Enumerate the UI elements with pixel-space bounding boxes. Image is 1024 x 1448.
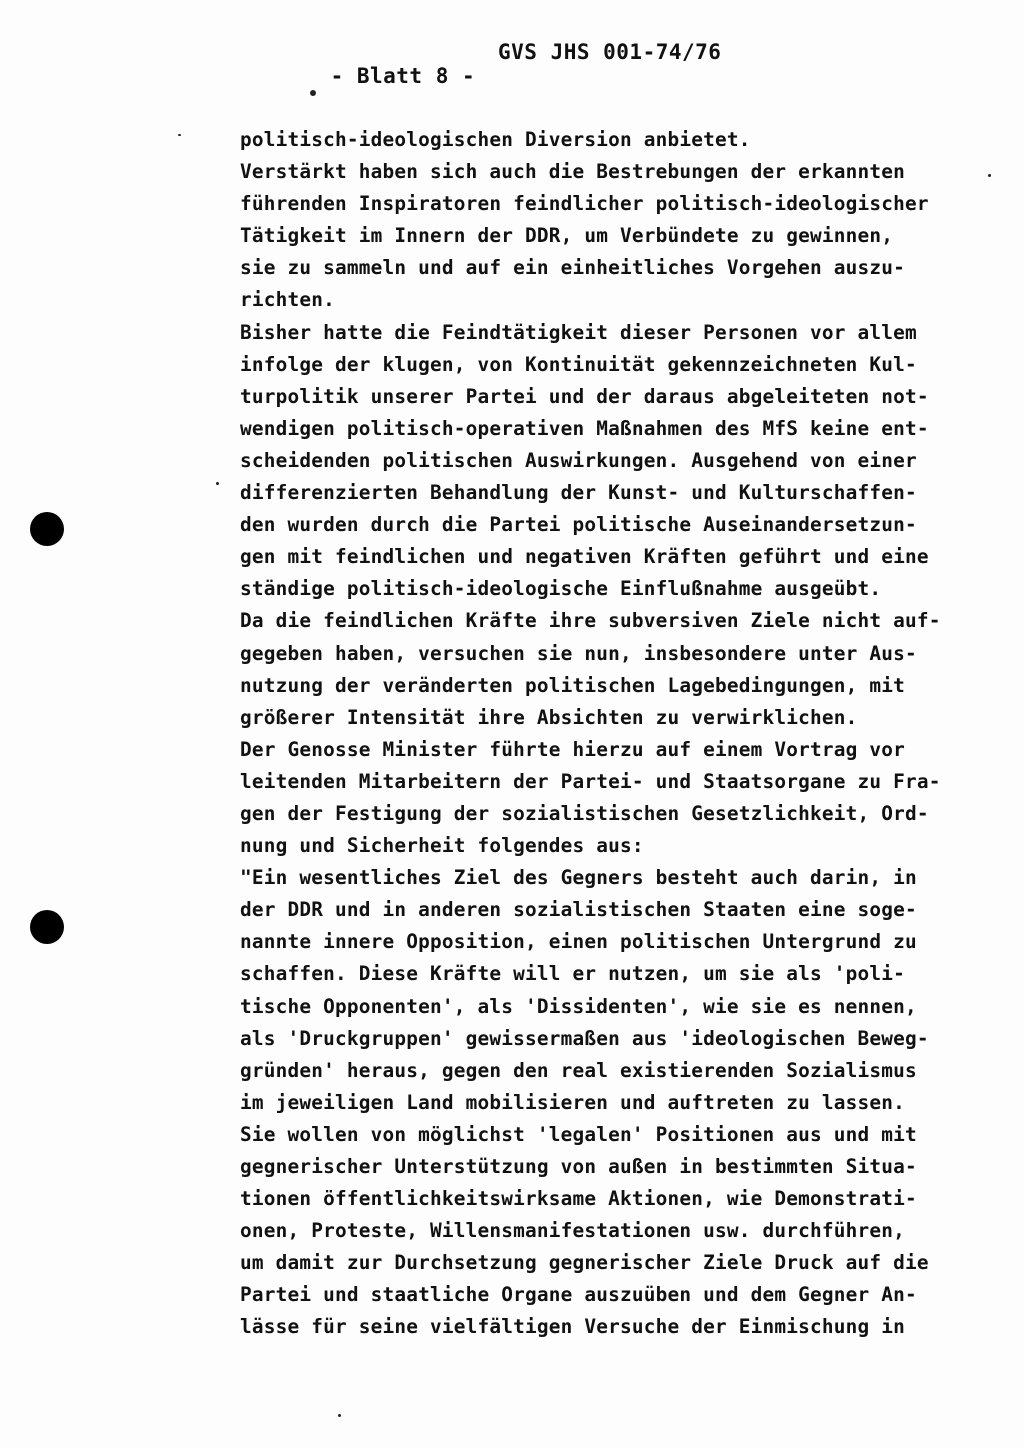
document-reference: GVS JHS 001-74/76 [498, 40, 722, 64]
text-line: um damit zur Durchsetzung gegnerischer Ziele Druck auf die [240, 1251, 929, 1275]
text-line: gen der Festigung der sozialistischen Gesetzlichkeit, Ord- [240, 801, 929, 825]
text-line: größerer Intensität ihre Absichten zu verwirklichen. [240, 705, 858, 729]
speck-mark [178, 134, 181, 136]
text-line: sie zu sammeln und auf ein einheitliches Vorgehen auszu- [240, 256, 905, 280]
text-line: nutzung der veränderten politischen Lagebedingungen, mit [240, 673, 905, 697]
punch-hole-bottom [30, 910, 64, 944]
text-line: als 'Druckgruppen' gewissermaßen aus 'ideologischen Beweg- [240, 1026, 929, 1050]
text-line: Tätigkeit im Innern der DDR, um Verbündete zu gewinnen, [240, 224, 894, 248]
text-line: gegeben haben, versuchen sie nun, insbesondere unter Aus- [240, 641, 917, 665]
text-line: tionen öffentlichkeitswirksame Aktionen, wie Demonstrati- [240, 1187, 917, 1211]
text-line: turpolitik unserer Partei und der daraus abgeleiteten not- [240, 384, 929, 408]
text-line: schaffen. Diese Kräfte will er nutzen, um sie als 'poli- [240, 962, 905, 986]
text-line: leitenden Mitarbeitern der Partei- und Staatsorgane zu Fra- [240, 769, 941, 793]
text-line: nannte innere Opposition, einen politischen Untergrund zu [240, 930, 917, 954]
text-line: im jeweiligen Land mobilisieren und auftreten zu lassen. [240, 1090, 905, 1114]
speck-mark [216, 482, 219, 485]
text-line: den wurden durch die Partei politische Auseinandersetzun- [240, 513, 917, 537]
text-line: nung und Sicherheit folgendes aus: [240, 834, 644, 858]
text-line: lässe für seine vielfältigen Versuche der Einmischung in [240, 1315, 905, 1339]
text-line: infolge der klugen, von Kontinuität gekennzeichneten Kul- [240, 352, 917, 376]
text-line: tische Opponenten', als 'Dissidenten', wie sie es nennen, [240, 994, 917, 1018]
text-line: Partei und staatliche Organe auszuüben und dem Gegner An- [240, 1283, 917, 1307]
page-header [278, 40, 722, 136]
body-text [240, 124, 1000, 1344]
text-line: Da die feindlichen Kräfte ihre subversiven Ziele nicht auf- [240, 609, 941, 633]
text-line: "Ein wesentliches Ziel des Gegners besteht auch darin, in [240, 866, 917, 890]
text-line: ständige politisch-ideologische Einflußnahme ausgeübt. [240, 577, 882, 601]
text-line: gen mit feindlichen und negativen Kräften geführt und eine [240, 545, 929, 569]
text-line: richten. [240, 288, 335, 312]
speck-mark [310, 90, 316, 96]
speck-mark [338, 1414, 341, 1417]
text-line: der DDR und in anderen sozialistischen Staaten eine soge- [240, 898, 917, 922]
text-line: Bisher hatte die Feindtätigkeit dieser Personen vor allem [240, 320, 917, 344]
text-line: scheidenden politischen Auswirkungen. Ausgehend von einer [240, 448, 917, 472]
text-line: Sie wollen von möglichst 'legalen' Positionen aus und mit [240, 1122, 917, 1146]
text-line: politisch-ideologischen Diversion anbietet. [240, 128, 751, 151]
sheet-number: - Blatt 8 - [330, 64, 476, 88]
punch-hole-top [30, 512, 64, 546]
text-line: führenden Inspiratoren feindlicher politisch-ideologischer [240, 192, 929, 216]
text-line: differenzierten Behandlung der Kunst- und Kulturschaffen- [240, 481, 917, 505]
text-line: Der Genosse Minister führte hierzu auf einem Vortrag vor [240, 737, 905, 761]
text-line: wendigen politisch-operativen Maßnahmen des MfS keine ent- [240, 416, 929, 440]
text-line: gründen' heraus, gegen den real existierenden Sozialismus [240, 1058, 917, 1082]
text-line: onen, Proteste, Willensmanifestationen usw. durchführen, [240, 1219, 905, 1243]
text-line: gegnerischer Unterstützung von außen in bestimmten Situa- [240, 1155, 917, 1178]
text-line: Verstärkt haben sich auch die Bestrebungen der erkannten [240, 160, 905, 184]
